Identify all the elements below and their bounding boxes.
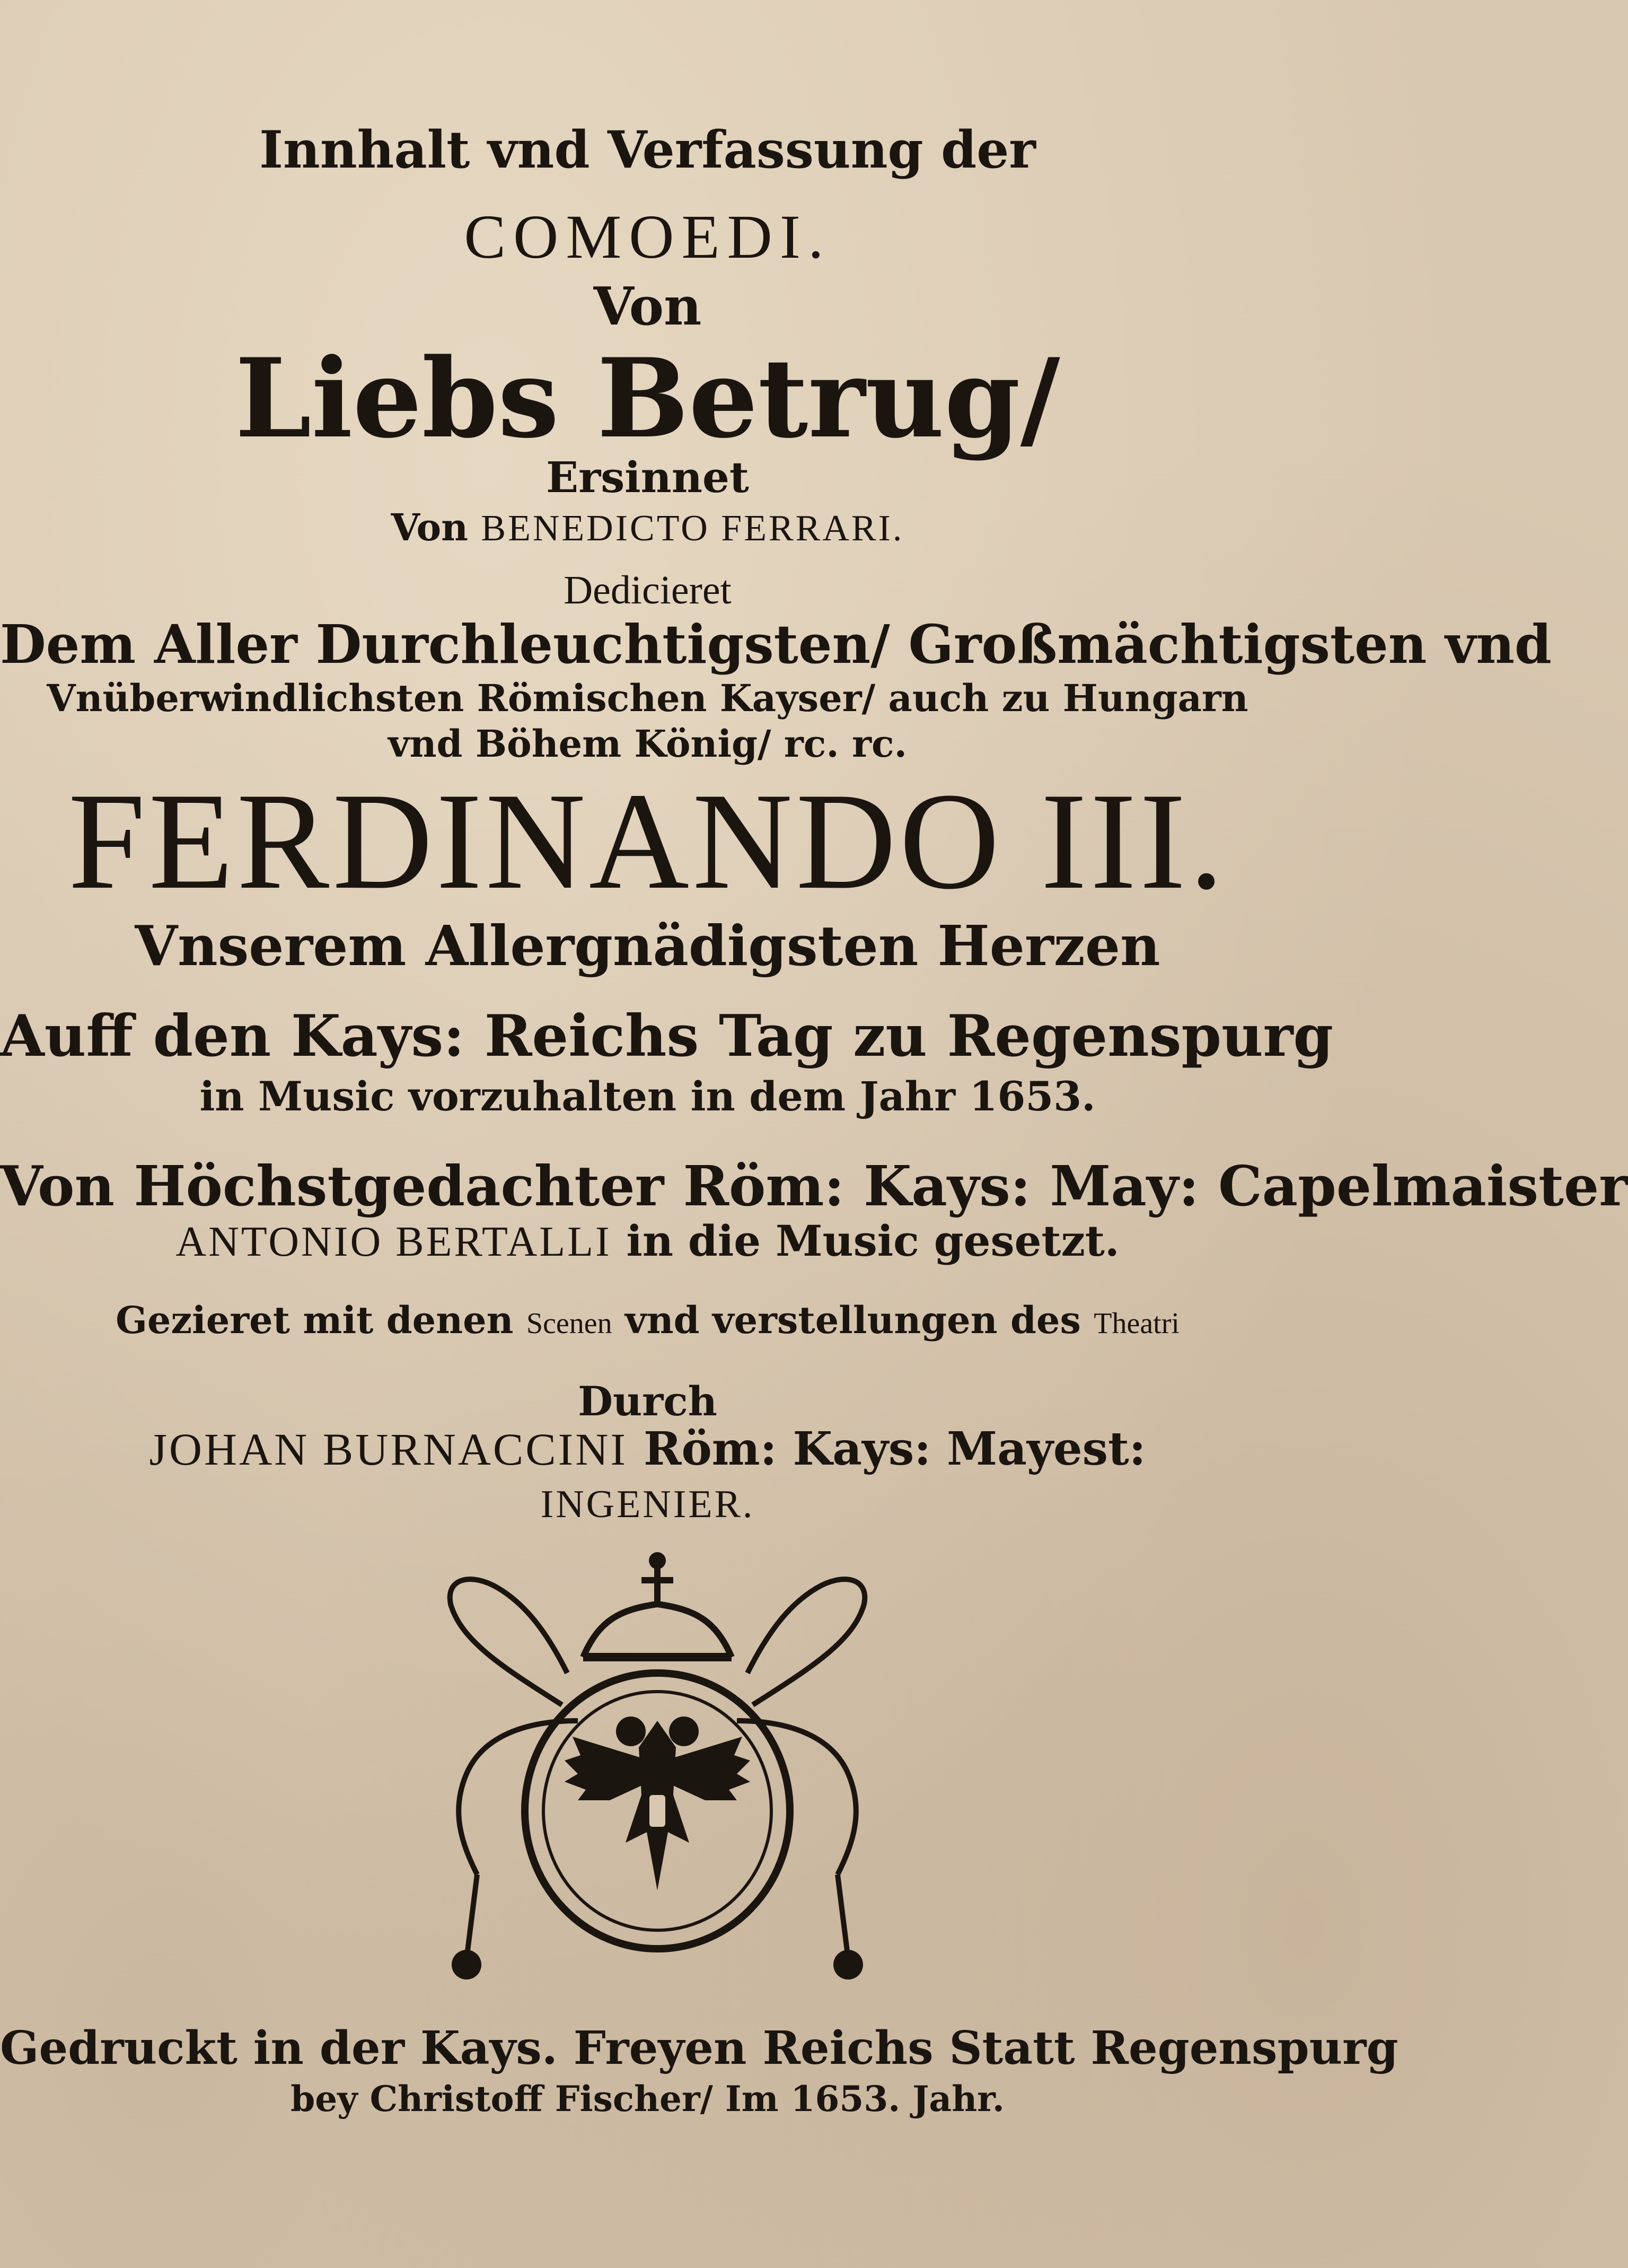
heading-innhalt: Innhalt vnd Verfassung der xyxy=(259,120,1036,180)
allergnaedigsten-line: Vnserem Allergnädigsten Herzen xyxy=(135,913,1160,978)
composer-line xyxy=(0,1216,1295,1266)
dedication-line-1: Dem Aller Durchleuchtigsten/ Großmächtigsten vnd xyxy=(0,613,1552,676)
ingenier-line: INGENIER. xyxy=(540,1483,755,1526)
author-line xyxy=(0,505,1295,549)
reichstag-line: Auff den Kays: Reichs Tag zu Regenspurg xyxy=(0,1003,1334,1070)
author-prefix: Von xyxy=(391,505,469,549)
gezieret-part-c: vnd verstellungen des xyxy=(625,1298,1081,1342)
designer-suffix: Röm: Kays: Mayest: xyxy=(643,1422,1146,1476)
emperor-name: FERDINANDO III. xyxy=(68,764,1227,918)
author-name: BENEDICTO FERRARI. xyxy=(481,508,904,549)
heading-von: Von xyxy=(593,276,702,337)
dedication-line-3: vnd Böhem König/ rc. rc. xyxy=(388,722,908,766)
music-year-line: in Music vorzuhalten in dem Jahr 1653. xyxy=(199,1073,1096,1120)
imperial-double-headed-eagle-crest-icon xyxy=(440,1546,875,1991)
durch-line: Durch xyxy=(578,1378,717,1425)
gezieret-part-b: Scenen xyxy=(526,1307,612,1340)
designer-name: JOHAN BURNACCINI xyxy=(149,1424,628,1475)
composer-name: ANTONIO BERTALLI xyxy=(175,1219,612,1265)
capelmaister-line: Von Höchstgedachter Röm: Kays: May: Capelmaister xyxy=(0,1153,1628,1219)
dedication-line-2: Vnüberwindlichsten Römischen Kayser/ auch zu Hungarn xyxy=(47,676,1248,720)
ersinnet-line: Ersinnet xyxy=(546,452,749,502)
composer-suffix: in die Music gesetzt. xyxy=(626,1216,1120,1266)
imprint-line-1: Gedruckt in der Kays. Freyen Reichs Statt Regenspurg xyxy=(0,2021,1398,2075)
heading-comoedi: COMOEDI. xyxy=(464,202,831,272)
play-title: Liebs Betrug/ xyxy=(235,335,1060,462)
designer-line xyxy=(0,1422,1295,1476)
gezieret-line xyxy=(0,1298,1295,1342)
gezieret-part-d: Theatri xyxy=(1094,1307,1180,1340)
dedicieret-line: Dedicieret xyxy=(564,568,732,612)
gezieret-part-a: Gezieret mit denen xyxy=(116,1298,514,1342)
imprint-line-2: bey Christoff Fischer/ Im 1653. Jahr. xyxy=(291,2078,1005,2120)
